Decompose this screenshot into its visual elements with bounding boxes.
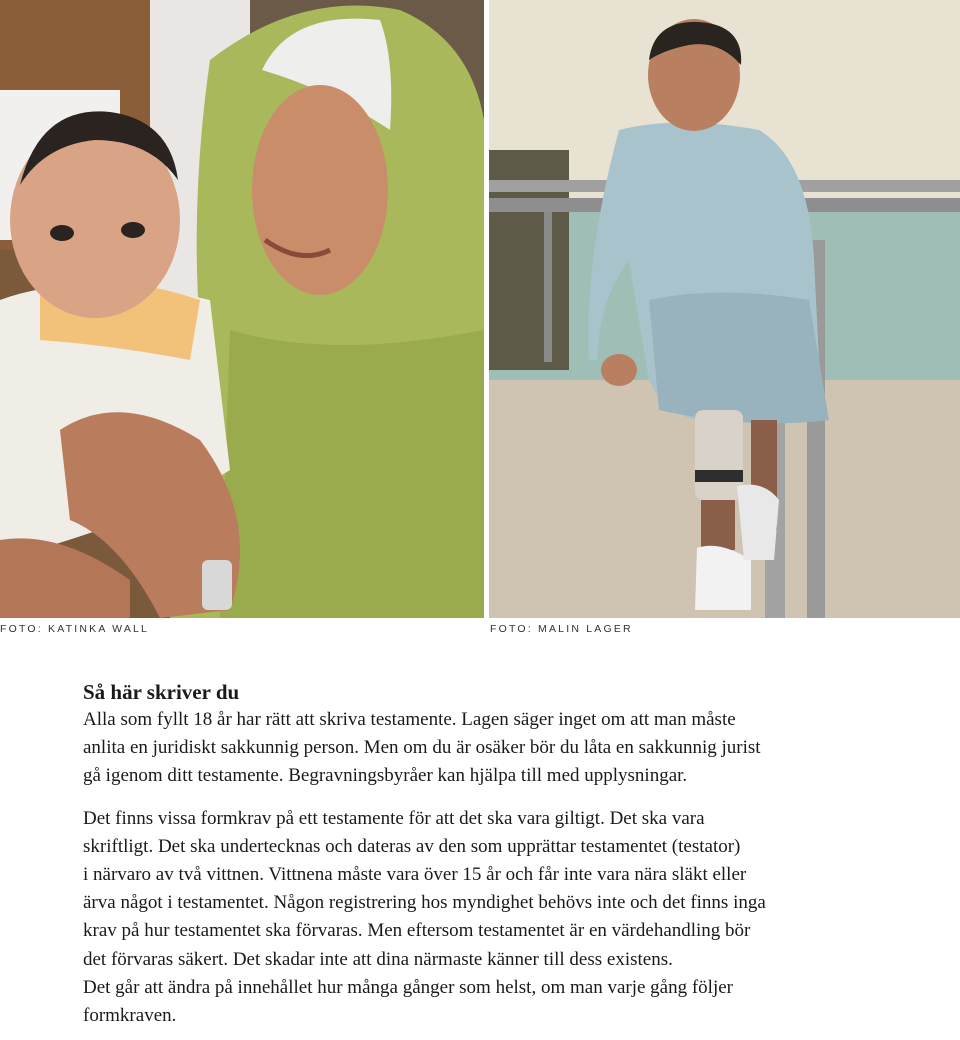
baby-eye-left bbox=[50, 225, 74, 241]
photo-credit-left: FOTO: KATINKA WALL bbox=[0, 623, 150, 635]
boy-hand bbox=[601, 354, 637, 386]
paragraph-2: Det finns vissa formkrav på ett testamente för att det ska vara giltigt. Det ska vara skriftligt. Det ska undertecknas och dateras av den som upprättar testamentet (testator) i närvaro av två vittnen. Vittnena måste vara över 15 år och får inte vara nära släkt eller ärva något i testamentet. Någon registrering hos myndighet behövs inte och det finns inga krav på hur testamentet ska förvaras. Men eftersom testamentet är en värdehandling bör det förvaras säkert. Det skadar inte att dina närmaste känner till dess existens. Det går att ändra på innehållet hur många gånger som helst, om man varje gång följer formkraven. bbox=[83, 807, 766, 1027]
sneaker-right bbox=[737, 485, 779, 560]
bar-post-back bbox=[544, 212, 552, 362]
woman-face bbox=[252, 85, 388, 295]
article-heading: Så här skriver du bbox=[83, 680, 240, 704]
boy-shorts bbox=[649, 293, 829, 424]
leg-brace bbox=[695, 410, 743, 500]
brace-strap bbox=[695, 470, 743, 482]
baby-eye-right bbox=[121, 222, 145, 238]
bracelet bbox=[202, 560, 232, 610]
photo-mother-and-baby bbox=[0, 0, 484, 618]
photo-credit-right: FOTO: MALIN LAGER bbox=[490, 623, 633, 635]
article-body bbox=[83, 678, 933, 1030]
scarf-lower bbox=[220, 330, 484, 618]
paragraph-1: Alla som fyllt 18 år har rätt att skriva testamente. Lagen säger inget om att man måste anlita en juridiskt sakkunnig person. Men om du är osäker bör du låta en sakkunnig jurist gå igenom ditt testamente. Begravningsbyråer kan hjälpa till med upplysningar. bbox=[83, 709, 761, 787]
photo-boy-rehabilitation bbox=[489, 0, 960, 618]
photo-boy-rehabilitation-image bbox=[489, 0, 960, 618]
sneaker-left bbox=[695, 546, 751, 610]
photo-mother-and-baby-image bbox=[0, 0, 484, 618]
